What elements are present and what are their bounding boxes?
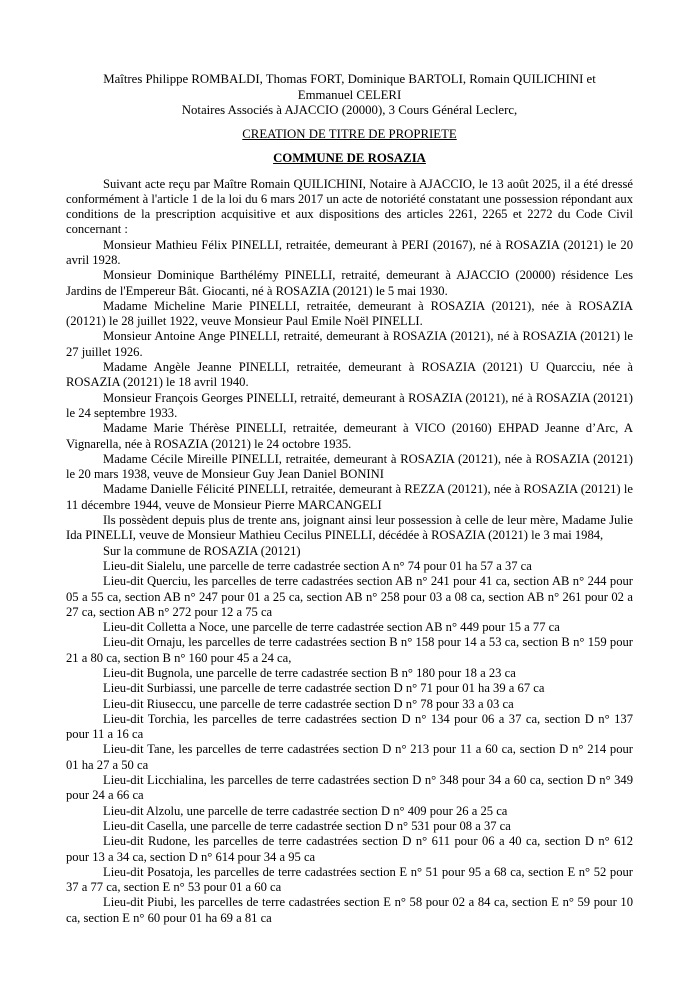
- body-paragraph: Lieu-dit Sialelu, une parcelle de terre cadastrée section A n° 74 pour 01 ha 57 a 37 ca: [103, 558, 532, 573]
- body-paragraph: Lieu-dit Querciu, les parcelles de terre cadastrées section AB n° 241 pour 41 ca, section AB n° 244 pour 05 a 55 ca, section AB n° 247 pour 01 a 25 ca, section AB n° 258 pour 03 a 08 ca, section AB n° 261 pour 02 a 27 ca, section AB n° 272 pour 12 a 75 ca: [66, 574, 633, 619]
- body-paragraph: Lieu-dit Torchia, les parcelles de terre cadastrées section D n° 134 pour 06 a 37 ca, section D n° 137 pour 11 a 16 ca: [66, 711, 633, 742]
- body-paragraph: Lieu-dit Licchialina, les parcelles de terre cadastrées section D n° 348 pour 34 a 60 ca, section D n° 349 pour 24 a 66 ca: [66, 773, 633, 803]
- body-paragraph: Lieu-dit Ornaju, les parcelles de terre cadastrées section B n° 158 pour 14 a 53 ca, section B n° 159 pour 21 a 80 ca, section B n° 160 pour 45 a 24 ca,: [66, 635, 633, 665]
- body-paragraph: Suivant acte reçu par Maître Romain QUILICHINI, Notaire à AJACCIO, le 13 août 2025, il a été dressé conformément à l'article 1 de la loi du 6 mars 2017 un acte de notoriété constatant une possession répondant aux conditions de la prescription acquisitive et aux dispositions des articles 2261, 2265 et 2272 du Code Civil concernant :: [66, 176, 633, 237]
- body-paragraph: Lieu-dit Posatoja, les parcelles de terre cadastrées section E n° 51 pour 95 a 68 ca, section E n° 52 pour 37 a 77 ca, section E n° 53 pour 01 a 60 ca: [66, 864, 633, 895]
- body-paragraph: Monsieur Antoine Ange PINELLI, retraité, demeurant à ROSAZIA (20121), né à ROSAZIA (20121) le 27 juillet 1926.: [66, 329, 633, 359]
- body-paragraph: Lieu-dit Riuseccu, une parcelle de terre cadastrée section D n° 78 pour 33 a 03 ca: [103, 696, 514, 711]
- body-paragraph: Lieu-dit Casella, une parcelle de terre cadastrée section D n° 531 pour 08 a 37 ca: [103, 818, 511, 833]
- body-paragraph: Lieu-dit Tane, les parcelles de terre cadastrées section D n° 213 pour 11 a 60 ca, section D n° 214 pour 01 ha 27 a 50 ca: [66, 742, 633, 772]
- notary-office-address: Notaires Associés à AJACCIO (20000), 3 Cours Général Leclerc,: [181, 103, 518, 117]
- body-paragraph: Madame Danielle Félicité PINELLI, retraitée, demeurant à REZZA (20121), née à ROSAZIA (20121) le 11 décembre 1944, veuve de Monsieur Pierre MARCANGELI: [66, 482, 633, 512]
- body-paragraph: Lieu-dit Piubi, les parcelles de terre cadastrées section E n° 58 pour 02 a 84 ca, section E n° 59 pour 10 ca, section E n° 60 pour 01 ha 69 a 81 ca: [66, 895, 633, 925]
- body-paragraph: Lieu-dit Colletta a Noce, une parcelle de terre cadastrée section AB n° 449 pour 15 a 77 ca: [103, 620, 560, 635]
- body-paragraph: Madame Micheline Marie PINELLI, retraitée, demeurant à ROSAZIA (20121), née à ROSAZIA (20121) le 28 juillet 1922, veuve Monsieur Paul Emile Noël PINELLI.: [66, 298, 633, 329]
- body-paragraph: Madame Cécile Mireille PINELLI, retraitée, demeurant à ROSAZIA (20121), née à ROSAZIA (20121) le 20 mars 1938, veuve de Monsieur Guy Jean Daniel BONINI: [66, 451, 633, 482]
- body-paragraph: Sur la commune de ROSAZIA (20121): [103, 543, 301, 558]
- act-title: CREATION DE TITRE DE PROPRIETE: [242, 126, 457, 141]
- body-paragraph: Monsieur Mathieu Félix PINELLI, retraitée, demeurant à PERI (20167), né à ROSAZIA (20121) le 20 avril 1928.: [66, 237, 633, 267]
- notary-office-header: [66, 72, 633, 119]
- notaries-names-line1: Maîtres Philippe ROMBALDI, Thomas FORT, Dominique BARTOLI, Romain QUILICHINI et: [103, 72, 596, 86]
- body-paragraph: Madame Angèle Jeanne PINELLI, retraitée, demeurant à ROSAZIA (20121) U Quarcciu, née à ROSAZIA (20121) le 18 avril 1940.: [66, 360, 633, 390]
- body-paragraph: Monsieur François Georges PINELLI, retraité, demeurant à ROSAZIA (20121), né à ROSAZIA (20121) le 24 septembre 1933.: [66, 390, 633, 420]
- body-paragraph: Lieu-dit Bugnola, une parcelle de terre cadastrée section B n° 180 pour 18 a 23 ca: [103, 666, 516, 680]
- body-paragraph: Madame Marie Thérèse PINELLI, retraitée, demeurant à VICO (20160) EHPAD Jeanne d’Arc, A Vignarella, née à ROSAZIA (20121) le 24 octobre 1935.: [66, 421, 633, 451]
- notaries-names-line2: Emmanuel CELERI: [297, 87, 402, 102]
- body-paragraph: Ils possèdent depuis plus de trente ans, joignant ainsi leur possession à celle de leur mère, Madame Julie Ida PINELLI, veuve de Monsieur Mathieu Cecilus PINELLI, décédée à ROSAZIA (20121) le 3 mai 1984,: [66, 513, 633, 543]
- body-paragraph: Monsieur Dominique Barthélémy PINELLI, retraité, demeurant à AJACCIO (20000) résidence Les Jardins de l'Empereur Bât. Giocanti, né à ROSAZIA (20121) le 5 mai 1930.: [66, 268, 633, 298]
- document-body: [66, 177, 633, 927]
- body-paragraph: Lieu-dit Surbiassi, une parcelle de terre cadastrée section D n° 71 pour 01 ha 39 a 67 ca: [103, 681, 545, 696]
- body-paragraph: Lieu-dit Rudone, les parcelles de terre cadastrées section D n° 611 pour 06 a 40 ca, section D n° 612 pour 13 a 34 ca, section D n° 614 pour 34 a 95 ca: [66, 834, 633, 864]
- commune-title: COMMUNE DE ROSAZIA: [273, 151, 426, 165]
- body-paragraph: Lieu-dit Alzolu, une parcelle de terre cadastrée section D n° 409 pour 26 a 25 ca: [103, 803, 508, 818]
